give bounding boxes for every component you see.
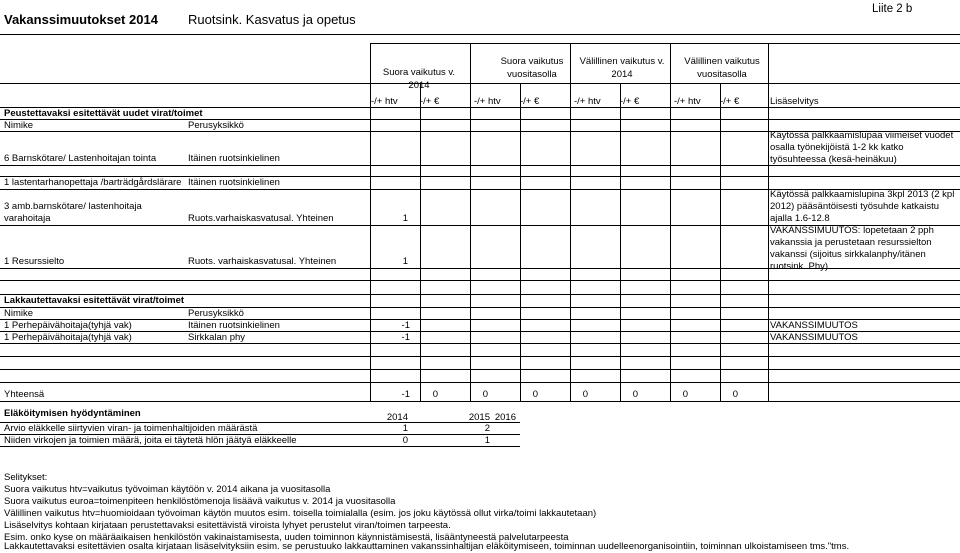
row-unit: Itäinen ruotsinkielinen [188,177,280,188]
row-unit: Sirkkalan phy [188,332,246,343]
row-note: VAKANSSIMUUTOS [770,320,858,331]
row-name: 1 Resurssielto [4,256,65,267]
total-value: 0 [582,389,588,400]
sub-header-5: -/+ htv [574,96,601,107]
sub-header-7: -/+ htv [674,96,701,107]
sub-header-3: -/+ htv [474,96,501,107]
row-line [0,268,960,269]
row-line [0,343,960,344]
retirement-year: 2014 [386,412,408,423]
retirement-value: 1 [484,435,490,446]
retirement-value: 1 [402,423,408,434]
row-value: -1 [401,320,410,331]
department-title: Ruotsink. Kasvatus ja opetus [188,12,356,27]
row-value: -1 [401,332,410,343]
section2-col-unit: Perusyksikkö [188,308,244,319]
row-line [0,280,960,281]
retirement-row-label: Niiden virkojen ja toimien määrä, joita ei täytetä hlön jäätyä eläkkeelle [4,435,297,446]
total-value: 0 [682,389,688,400]
col-header-direct-annual: Suora vaikutus vuositasolla [500,56,564,80]
retirement-year: 2016 [494,412,516,423]
row-name: 1 Perhepäivähoitaja(tyhjä vak) [4,332,132,343]
row-name: 1 Perhepäivähoitaja(tyhjä vak) [4,320,132,331]
row-unit: Itäinen ruotsinkielinen [188,153,280,164]
total-value: -1 [401,389,410,400]
col-header-direct-2014: Suora vaikutus v. 2014 [382,67,456,91]
total-line [0,401,960,402]
grid-vline [620,83,621,401]
total-label: Yhteensä [4,389,45,400]
row-line [0,119,960,120]
col-header-indirect-2014: Välillinen vaikutus v. 2014 [579,56,665,80]
page-title: Vakanssimuutokset 2014 [4,12,158,27]
note-line: Suora vaikutus htv=vaikutus työvoiman käytöön v. 2014 aikana ja vuositasolla [4,484,331,495]
row-unit: Ruots.varhaiskasvatusal. Yhteinen [188,213,334,224]
section2-col-name: Nimike [4,308,34,319]
row-name-line2: varahoitaja [4,213,51,224]
sub-header-6: -/+ € [620,96,640,107]
note-line: Esim. onko kyse on määräaikaisen henkilöstön vakinaistamisesta, uuden toiminnon käynnistämisestä, lisääntyneestä palvelutarpeesta [4,532,569,543]
grid-vline [520,83,521,401]
row-note: VAKANSSIMUUTOS [770,332,858,343]
row-unit: Ruots. varhaiskasvatusal. Yhteinen [188,256,337,267]
sub-header-extra: Lisäselvitys [770,96,819,107]
row-value: 1 [402,256,408,267]
retirement-row-label: Arvio eläkkelle siirtyvien viran- ja toimenhaltijoiden määrästä [4,423,258,434]
note-line: Lisäselvitys kohtaan kirjataan perustettavaksi esitettävistä viroista lyhyet perustelut viran/toimen tarpeesta. [4,520,451,531]
total-value: 0 [732,389,738,400]
sub-header-8: -/+ € [720,96,740,107]
total-value: 0 [532,389,538,400]
sub-header-4: -/+ € [520,96,540,107]
row-value: 1 [402,213,408,224]
section2-title: Lakkautettavaksi esitettävät virat/toimet [4,295,185,306]
column-header-top-line [370,43,960,44]
row-name: 1 lastentarhanopettaja /barträdgårdslärare [4,177,182,188]
retirement-value: 0 [402,435,408,446]
section1-col-unit: Perusyksikkö [188,120,244,131]
row-line [0,446,520,447]
row-note: Käytössä palkkaamislupina 3kpl 2013 (2 kpl 2012) pääsäntöisesti työsuhde katkaistu ajalla 1.6-12.8 [770,189,955,224]
grid-vline [370,43,371,401]
total-value: 0 [432,389,438,400]
sub-header-1: -/+ htv [371,96,398,107]
grid-vline [470,43,471,401]
grid-vline [570,43,571,401]
header-mid-line [0,83,960,84]
row-name: 6 Barnskötare/ Lastenhoitajan tointa [4,153,157,164]
row-line [0,382,960,383]
note-line: Suora vaikutus euroa=toimenpiteen henkilöstömenoja lisäävä vaikutus v. 2014 ja vuositasolla [4,496,396,507]
grid-vline [720,83,721,401]
sub-header-2: -/+ € [420,96,440,107]
retirement-title: Eläköitymisen hyödyntäminen [4,408,141,419]
row-note: VAKANSSIMUUTOS: lopetetaan 2 pph vakanssia ja perustetaan resurssielton vakanssi (sijoitus sirkkalanphy/itänen ruotsink. Phy) [770,225,934,272]
total-value: 0 [632,389,638,400]
row-note: Käytössä palkkaamislupaa viimeiset vuodet osalla työnekijöistä 1-2 kk katko työsuhteessa (kesä-heinäkuu) [770,130,954,165]
appendix-label: Liite 2 b [872,3,913,15]
header-divider [0,34,960,35]
notes-heading: Selitykset: [4,472,48,483]
col-header-indirect-annual: Välillinen vaikutus vuositasolla [684,56,760,80]
row-line [0,307,960,308]
grid-vline [420,83,421,401]
note-line: Välillinen vaikutus htv=huomioidaan työvoiman käytön muutos esim. toisella toimialalla (esim. jos joku käytössä ollut virka/toimi lakkautetaan) [4,508,597,519]
section1-col-name: Nimike [4,120,34,131]
section1-title: Peustettavaksi esitettävät uudet virat/toimet [4,108,203,119]
row-line [0,165,960,166]
retirement-value: 2 [484,423,490,434]
retirement-year: 2015 [468,412,490,423]
row-name-line1: 3 amb.barnskötare/ lastenhoitaja [4,201,142,212]
row-line [0,369,960,370]
grid-vline [768,43,769,401]
total-value: 0 [482,389,488,400]
grid-vline [670,43,671,401]
row-line [0,356,960,357]
row-unit: Itäinen ruotsinkielinen [188,320,280,331]
note-line: Lakkautettavaksi esitettävien osalta kirjataan lisäselvityksiin esim. se perustuuko lakkauttaminen vakanssinhaltijan eläköitymiseen, toiminnan uudelleenorganisointiin, toiminnan ulkoistamiseen tms."tms. [4,541,850,552]
